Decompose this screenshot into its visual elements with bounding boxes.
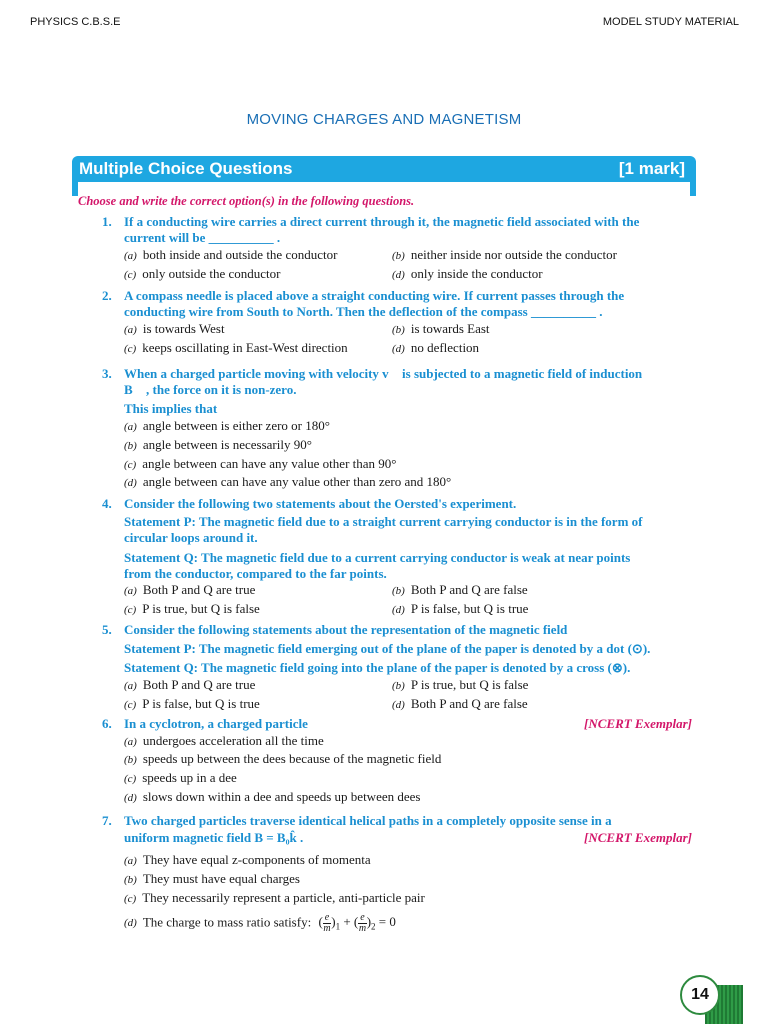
ncert-exemplar-tag: [NCERT Exemplar] — [584, 716, 692, 731]
option-a: (a) both inside and outside the conductor — [124, 247, 338, 262]
header-subject: PHYSICS C.B.S.E — [30, 16, 121, 28]
option-a: (a) Both P and Q are true — [124, 677, 256, 692]
question-text-line: Statement P: The magnetic field emerging out of the plane of the paper is denoted by a dot (⊙). — [124, 641, 651, 656]
question-text-line: uniform magnetic field B = B₀k̂ . — [124, 830, 304, 845]
option-c: (c) P is false, but Q is true — [124, 696, 260, 711]
banner-right-edge — [690, 182, 696, 196]
question-number: 5. — [102, 622, 112, 637]
question-text-line: Consider the following statements about the representation of the magnetic field — [124, 622, 568, 637]
option-b: (b) They must have equal charges — [124, 871, 300, 886]
page-number: 14 — [680, 975, 720, 1015]
option-d: (d) P is false, but Q is true — [392, 601, 529, 616]
charge-mass-formula: ( $\frac{e}{m}$ )$_1$ + ( $\frac{e}{m}$ )$_2 = 0$ — [318, 912, 396, 934]
question-text-line: from the conductor, compared to the far points. — [124, 566, 387, 581]
option-d: (d) angle between can have any value other than zero and 180° — [124, 474, 452, 489]
section-banner — [72, 156, 696, 182]
option-b: (b) P is true, but Q is false — [392, 677, 529, 692]
question-number: 6. — [102, 716, 112, 731]
option-d: (d) The charge to mass ratio satisfy: ( $\frac{e}{m}$ )$_1$ + ( $\frac{e}{m}$ )$_2 = 0$ — [124, 912, 396, 934]
option-b: (b) angle between is necessarily 90° — [124, 437, 312, 452]
option-d: (d) slows down within a dee and speeds up between dees — [124, 789, 421, 804]
question-text-line: Statement Q: The magnetic field going into the plane of the paper is denoted by a cross (⊗). — [124, 660, 631, 675]
option-d: (d) only inside the conductor — [392, 266, 543, 281]
option-b: (b) neither inside nor outside the conductor — [392, 247, 617, 262]
question-text-line: conducting wire from South to North. Then the deflection of the compass __________ . — [124, 304, 603, 319]
question-number: 4. — [102, 496, 112, 511]
option-c: (c) P is true, but Q is false — [124, 601, 260, 616]
question-number: 1. — [102, 214, 112, 229]
option-a: (a) angle between is either zero or 180° — [124, 418, 330, 433]
option-b: (b) Both P and Q are false — [392, 582, 528, 597]
question-number: 7. — [102, 813, 112, 828]
question-text-line: In a cyclotron, a charged particle — [124, 716, 308, 731]
question-number: 2. — [102, 288, 112, 303]
option-c: (c) keeps oscillating in East-West direction — [124, 340, 348, 355]
question-text-line: A compass needle is placed above a straight conducting wire. If current passes through the — [124, 288, 625, 303]
option-b: (b) is towards East — [392, 321, 490, 336]
question-text-line: Two charged particles traverse identical helical paths in a completely opposite sense in a — [124, 813, 612, 828]
question-text-line: Statement P: The magnetic field due to a straight current carrying conductor is in the form of — [124, 514, 643, 529]
option-d: (d) no deflection — [392, 340, 480, 355]
chapter-title: MOVING CHARGES AND MAGNETISM — [246, 111, 522, 128]
question-text-line: Consider the following two statements about the Oersted's experiment. — [124, 496, 517, 511]
option-a: (a) Both P and Q are true — [124, 582, 256, 597]
instruction: Choose and write the correct option(s) in the following questions. — [78, 194, 415, 208]
option-a: (a) is towards West — [124, 321, 225, 336]
header-material: MODEL STUDY MATERIAL — [602, 16, 739, 28]
option-a: (a) undergoes acceleration all the time — [124, 733, 324, 748]
question-text-line: If a conducting wire carries a direct current through it, the magnetic field associated with the — [124, 214, 640, 229]
question-text-line: Statement Q: The magnetic field due to a current carrying conductor is weak at near points — [124, 550, 631, 565]
question-text-line: This implies that — [124, 401, 218, 416]
option-b: (b) speeds up between the dees because of the magnetic field — [124, 751, 442, 766]
option-c: (c) speeds up in a dee — [124, 770, 237, 785]
option-c: (c) only outside the conductor — [124, 266, 281, 281]
section-title: Multiple Choice Questions — [79, 159, 293, 178]
question-text-line: current will be __________ . — [124, 230, 281, 245]
option-a: (a) They have equal z-components of momenta — [124, 852, 371, 867]
question-number: 3. — [102, 366, 112, 381]
ncert-exemplar-tag: [NCERT Exemplar] — [584, 830, 692, 845]
option-d: (d) Both P and Q are false — [392, 696, 528, 711]
option-c: (c) They necessarily represent a particle, anti-particle pair — [124, 890, 425, 905]
question-text-line: B⃗ , the force on it is non-zero. — [124, 382, 297, 397]
question-text-line: When a charged particle moving with velocity v⃗ is subjected to a magnetic field of induction — [124, 366, 643, 381]
question-text-line: circular loops around it. — [124, 530, 258, 545]
option-c: (c) angle between can have any value other than 90° — [124, 456, 397, 471]
section-marks: [1 mark] — [618, 159, 685, 178]
